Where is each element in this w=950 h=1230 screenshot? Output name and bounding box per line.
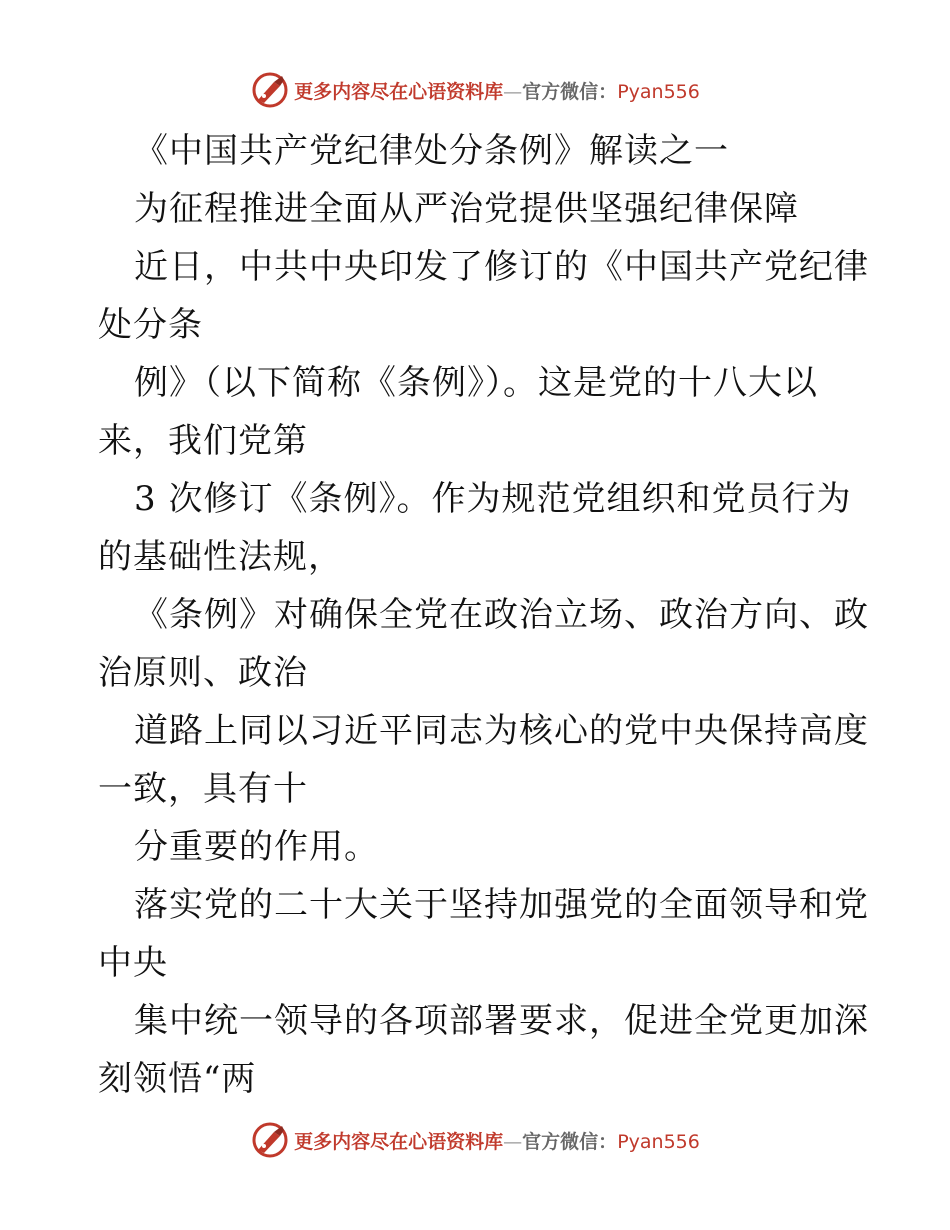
text-line: 集中统一领导的各项部署要求，促进全党更加深 <box>134 1001 869 1041</box>
text-line: 处分条 <box>98 305 203 345</box>
watermark-id: Pyan556 <box>617 80 700 103</box>
text-line: 例》（以下简称《条例》）。这是党的十八大以 <box>134 363 818 403</box>
watermark-label: 官方微信： <box>522 1130 618 1153</box>
text-line: 道路上同以习近平同志为核心的党中央保持高度 <box>134 711 869 751</box>
watermark-text <box>294 1127 700 1154</box>
watermark-id: Pyan556 <box>617 1130 700 1153</box>
text-line: 的基础性法规， <box>98 537 343 577</box>
watermark-label: 官方微信： <box>522 80 618 103</box>
text-line: 为征程推进全面从严治党提供坚强纪律保障 <box>134 189 799 229</box>
watermark-dash: — <box>503 1130 523 1153</box>
text-line: 一致，具有十 <box>98 769 308 809</box>
text-line: 落实党的二十大关于坚持加强党的全面领导和党 <box>134 885 869 925</box>
watermark-brand: 更多内容尽在心语资料库 <box>294 80 504 103</box>
text-line: 3 次修订《条例》。作为规范党组织和党员行为 <box>134 479 852 519</box>
text-line: 来，我们党第 <box>98 421 308 461</box>
text-line: 刻领悟“两 <box>98 1059 257 1099</box>
document-body <box>98 122 869 1108</box>
text-line: 治原则、政治 <box>98 653 308 693</box>
text-line: 分重要的作用。 <box>134 827 379 867</box>
pen-nib-logo-icon <box>250 1120 290 1160</box>
text-line: 中央 <box>98 943 168 983</box>
text-line: 近日，中共中央印发了修订的《中国共产党纪律 <box>134 247 869 287</box>
watermark-brand: 更多内容尽在心语资料库 <box>294 1130 504 1153</box>
watermark-text <box>294 77 700 104</box>
watermark-dash: — <box>503 80 523 103</box>
text-line: 《条例》对确保全党在政治立场、政治方向、政 <box>134 595 869 635</box>
pen-nib-logo-icon <box>250 70 290 110</box>
footer-watermark <box>0 1118 950 1162</box>
text-line: 《中国共产党纪律处分条例》解读之一 <box>134 131 729 171</box>
header-watermark <box>0 68 950 112</box>
